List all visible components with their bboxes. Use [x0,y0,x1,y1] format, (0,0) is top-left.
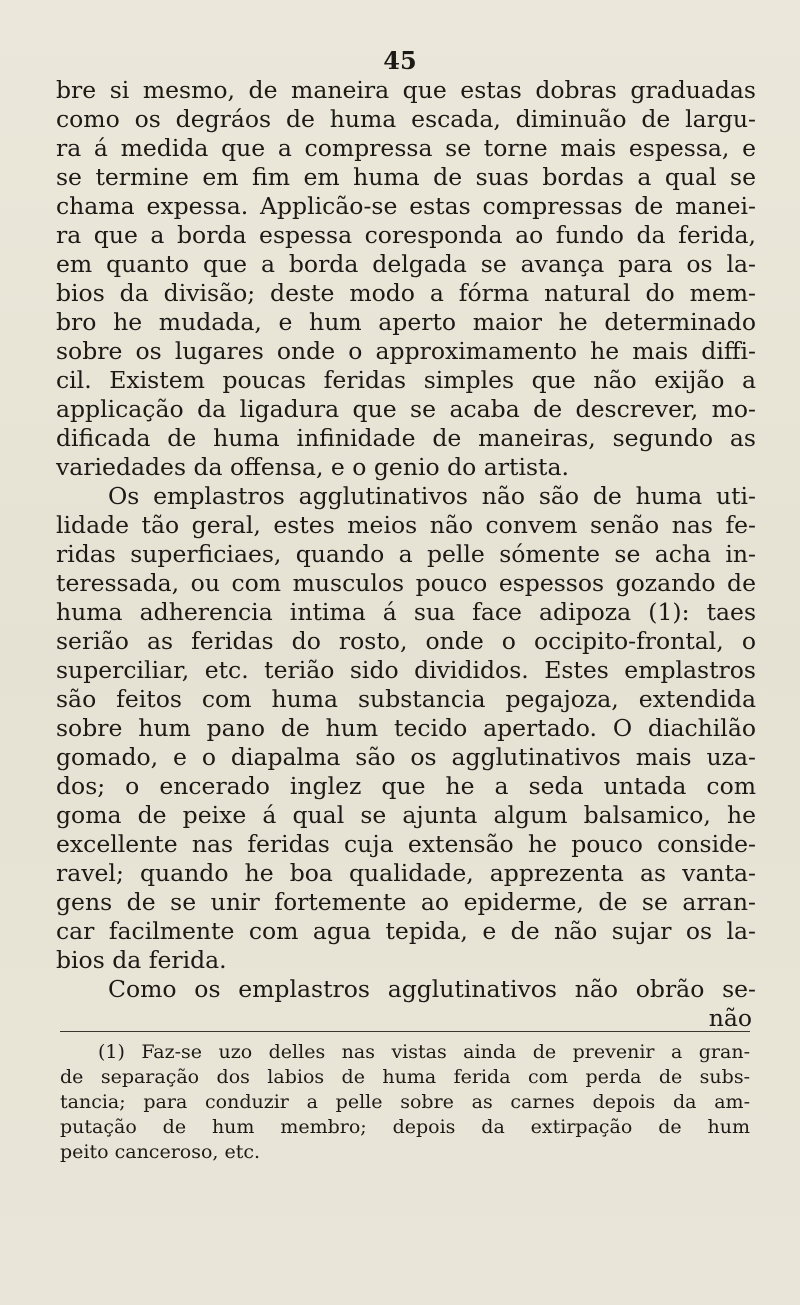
text-line: huma adherencia intima á sua face adipoza (1): taes [56,598,756,626]
text-line: ra á medida que a compressa se torne mais espessa, e [56,134,756,162]
text-line: bre si mesmo, de maneira que estas dobras graduadas [56,76,756,104]
text-line: applicação da ligadura que se acaba de descrever, mo- [56,395,756,423]
text-line: car facilmente com agua tepida, e de não sujar os la- [56,917,756,945]
footnote-line: (1) Faz-se uzo delles nas vistas ainda de prevenir a gran- [98,1041,750,1063]
footnote-line: peito canceroso, etc. [60,1141,261,1163]
text-line: sobre os lugares onde o approximamento he mais diffi- [56,337,756,365]
text-line: chama expessa. Applicão-se estas compressas de manei- [56,192,756,220]
text-line: bios da divisão; deste modo a fórma natural do mem- [56,279,756,307]
paragraph-end-line: variedades da offensa, e o genio do artista. [56,453,569,481]
text-line: cil. Existem poucas feridas simples que não exijão a [56,366,756,394]
text-line: gens de se unir fortemente ao epiderme, de se arran- [56,888,756,916]
text-line: superciliar, etc. terião sido divididos. Estes emplastros [56,656,756,684]
text-line: gomado, e o diapalma são os agglutinativos mais uza- [56,743,756,771]
paragraph-start-line: Como os emplastros agglutinativos não obrão se- [108,975,756,1003]
footnote [60,1040,750,1165]
text-line: sobre hum pano de hum tecido apertado. O diachilão [56,714,756,742]
text-line: goma de peixe á qual se ajunta algum balsamico, he [56,801,756,829]
text-line: excellente nas feridas cuja extensão he pouco conside- [56,830,756,858]
footnote-divider [60,1031,750,1032]
paragraph-end-line: bios da ferida. [56,946,227,974]
text-line: lidade tão geral, estes meios não convem senão nas fe- [56,511,756,539]
page-number: 45 [383,46,417,75]
catchword: não [708,1004,752,1032]
text-line: ravel; quando he boa qualidade, apprezenta as vanta- [56,859,756,887]
text-line: se termine em fim em huma de suas bordas a qual se [56,163,756,191]
text-line: bro he mudada, e hum aperto maior he determinado [56,308,756,336]
text-line: são feitos com huma substancia pegajoza, extendida [56,685,756,713]
text-line: ridas superficiaes, quando a pelle sómente se acha in- [56,540,756,568]
footnote-line: tancia; para conduzir a pelle sobre as carnes depois da am- [60,1091,750,1113]
text-line: ra que a borda espessa coresponda ao fundo da ferida, [56,221,756,249]
text-line: dificada de huma infinidade de maneiras, segundo as [56,424,756,452]
text-line: como os degráos de huma escada, diminuão de largu- [56,105,756,133]
text-line: em quanto que a borda delgada se avança para os la- [56,250,756,278]
text-line: serião as feridas do rosto, onde o occipito-frontal, o [56,627,756,655]
paragraph-start-line: Os emplastros agglutinativos não são de huma uti- [108,482,756,510]
footnote-line: de separação dos labios de huma ferida com perda de subs- [60,1066,750,1088]
footnote-line: putação de hum membro; depois da extirpação de hum [60,1116,750,1138]
text-line: dos; o encerado inglez que he a seda untada com [56,772,756,800]
body-text [56,76,756,1033]
text-line: teressada, ou com musculos pouco espessos gozando de [56,569,756,597]
